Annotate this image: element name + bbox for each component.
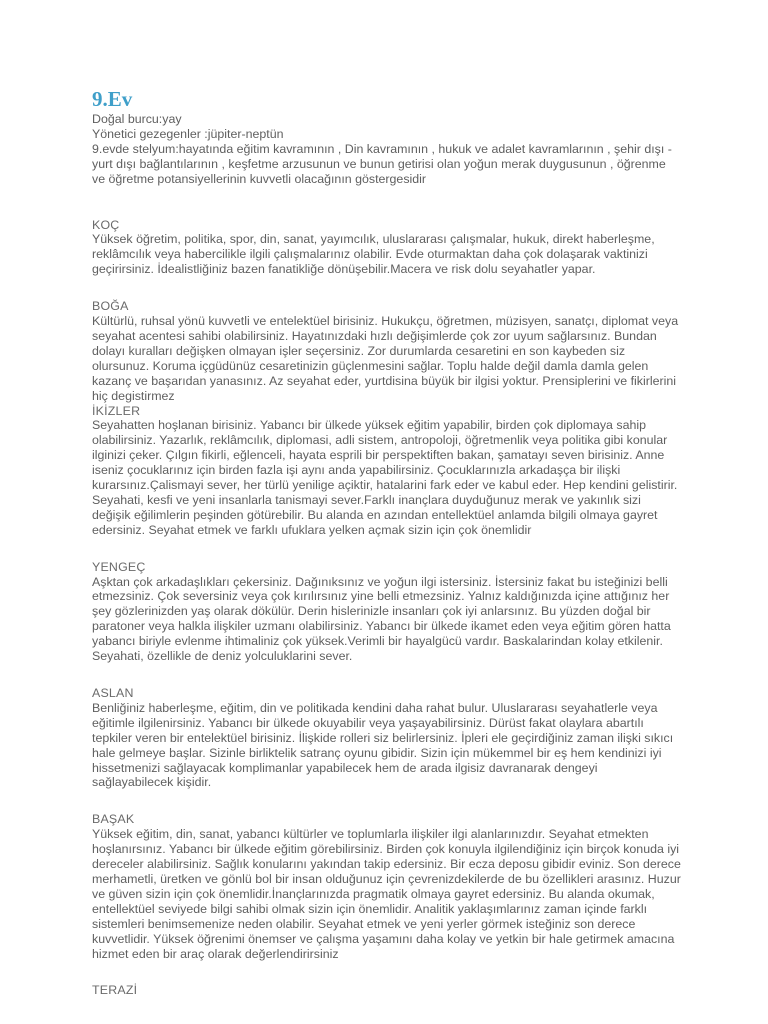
spacer bbox=[92, 961, 682, 983]
section-heading: ASLAN bbox=[92, 686, 134, 700]
section-aslan bbox=[92, 686, 682, 790]
section-heading: KOÇ bbox=[92, 217, 120, 232]
document-page bbox=[92, 86, 682, 998]
section-body: Seyahatten hoşlanan birisiniz. Yabancı bir ülkede yüksek eğitim yapabilir, birden çok diplomaya sahip olabilirsiniz. Yazarlık, reklâmcılık, diplomasi, adli sistem, antropoloji, öğretmenlik veya politika gibi konular ilginizi çeker. Çılgın fikirli, eğlenceli, hayata esprili bir perspektiften bakan, şamatayı seven birisiniz. Anne iseniz çocuklarınız için birden fazla işi aynı anda yapabilirsiniz. Çocuklarınızla arkadaşça bir ilişki kurarsınız.Çalismayi sever, her türlü yenilige açiktir, hatalarini fark eder ve kabul eder. Hep kendini gelistirir. Seyahati, kesfi ve yeni insanlarla tanismayi sever.Farklı inançlara duyduğunuz merak ve yakınlık sizi değişik eğilimlerin peşinden götürebilir. Bu alanda en azından entellektüel anlamda bilgili olmaya gayret edersiniz. Seyahat etmek ve farklı ufuklara yelken açmak sizin için çok önemlidir bbox=[92, 418, 678, 537]
section-heading: İKİZLER bbox=[92, 403, 141, 418]
spacer bbox=[92, 538, 682, 560]
natural-sign-line: Doğal burcu:yay bbox=[92, 112, 182, 126]
spacer bbox=[92, 664, 682, 686]
section-heading: TERAZİ bbox=[92, 983, 138, 998]
section-heading: BAŞAK bbox=[92, 812, 135, 827]
section-body: Yüksek eğitim, din, sanat, yabancı kültürler ve toplumlarla ilişkiler ilgi alanlarınızdır. Seyahat etmekten hoşlanırsınız. Yabancı bir ülkede eğitim görebilirsiniz. Birden çok konuyla ilgilendiğiniz için birçok konuda iyi dereceler alabilirsiniz. Sağlık konularını yakından takip edersiniz. Bir ecza deposu gibidir eviniz. Son derece merhametli, üretken ve gönlü bol bir insan olduğunuz için çevrenizdekilerde de bu özellikleri arasınız. Huzur ve güven sizin için çok önemlidir.İnançlarınızda pragmatik olmaya gayret edersiniz. Bu alanda okumak, entellektüel seviyede bilgi sahibi olmak sizin için önemlidir. Analitik yaklaşımlarınız zaman içinde farklı sistemleri benimsemenize neden olabilir. Seyahat etmek ve yeni yerler görmek isteğiniz son derece kuvvetlidir. Yüksek öğrenimi önemser ve çalışma yaşamını daha kolay ve yetkin bir hale getirmek amacına hizmet eden bir araç olarak değerlendirirsiniz bbox=[92, 827, 681, 961]
spacer bbox=[92, 187, 682, 218]
section-ikizler bbox=[92, 404, 682, 538]
intro-block bbox=[92, 112, 682, 187]
spacer bbox=[92, 790, 682, 812]
section-body: Kültürlü, ruhsal yönü kuvvetli ve entelektüel birisiniz. Hukukçu, öğretmen, müzisyen, sanatçı, diplomat veya seyahat acentesi sahibi olabilirsiniz. Hayatınızdaki hızlı değişimlerde çok zor uyum sağlarsınız. Bundan dolayı kuralları değişken olmayan işler seçersiniz. Zor durumlarda cesaretini en son kaybeden siz olursunuz. Koruma içgüdünüz cesaretinizin güçlenmesini sağlar. Toplu halde değil damla damla gelen kazanç ve başarıdan yanasınız. Az seyahat eder, yurtdisina büyük bir ilgisi yoktur. Prensiplerini ve fikirlerini hiç degistirmez bbox=[92, 314, 679, 403]
spacer bbox=[92, 277, 682, 299]
section-yengec bbox=[92, 560, 682, 664]
section-body: Aşktan çok arkadaşlıkları çekersiniz. Dağınıksınız ve yoğun ilgi istersiniz. İstersiniz fakat bu isteğinizi belli etmezsiniz. Çok seversiniz veya çok kırılırsınız yine belli etmezsiniz. Yalnız kaldığınızda içine attığınız her şey gözlerinizden yaş olarak dökülür. Derin hislerinizle insanları çok iyi anlarsınız. Bu yüzden doğal bir paratoner veya halkla ilişkiler uzmanı olabilirsiniz. Yabancı bir ülkede ikamet eden veya eğitim gören hatta yabancı biriyle evlenme ihtimaliniz çok yüksek.Verimli bir hayalgücü vardır. Baskalarindan kolay etkilenir. Seyahati, özellikle de deniz yolculuklarini sever. bbox=[92, 574, 671, 664]
stellium-description: 9.evde stelyum:hayatında eğitim kavramının , Din kavramının , hukuk ve adalet kavramlarının , şehir dışı - yurt dışı bağlantılarının , keşfetme arzusunun ve bunun getirisi olan yoğun merak duygusunun , öğrenme ve öğretme potansiyellerinin kuvvetli olacağının göstergesidir bbox=[92, 141, 672, 186]
section-boga bbox=[92, 299, 682, 403]
section-terazi bbox=[92, 983, 682, 998]
ruling-planets-line: Yönetici gezegenler :jüpiter-neptün bbox=[92, 126, 284, 141]
section-heading: YENGEÇ bbox=[92, 559, 146, 574]
section-heading: BOĞA bbox=[92, 299, 129, 314]
section-body: Yüksek öğretim, politika, spor, din, sanat, yayımcılık, uluslararası çalışmalar, hukuk, direkt haberleşme, reklâmcılık veya habercilikle ilgili çalışmalarınız olabilir. Evde oturmaktan daha çok dolaşarak vaktinizi geçirirsiniz. İdealistliğiniz bazen fanatikliğe dönüşebilir.Macera ve risk dolu seyahatler yapar. bbox=[92, 232, 655, 277]
page-title: 9.Ev bbox=[92, 87, 133, 111]
section-basak bbox=[92, 812, 682, 961]
section-body: Benliğiniz haberleşme, eğitim, din ve politikada kendini daha rahat bulur. Uluslararası seyahatlerle veya eğitimle ilgilenirsiniz. Yabancı bir ülkede okuyabilir veya yaşayabilirsiniz. Dürüst fakat olaylara abartılı tepkiler veren bir entelektüel birisiniz. İlişkide rolleri siz belirlersiniz. İpleri ele geçirdiğiniz zaman ilişki sıkıcı hale gelmeye başlar. Sizinle birliktelik satranç oyunu gibidir. Sizin için mükemmel bir eş hem kendinizi iyi hissetmenizi sağlayacak komplimanlar yapabilecek hem de arada ilgisiz davranarak dengeyi sağlayabilecek kişidir. bbox=[92, 700, 674, 790]
section-koc bbox=[92, 218, 682, 278]
